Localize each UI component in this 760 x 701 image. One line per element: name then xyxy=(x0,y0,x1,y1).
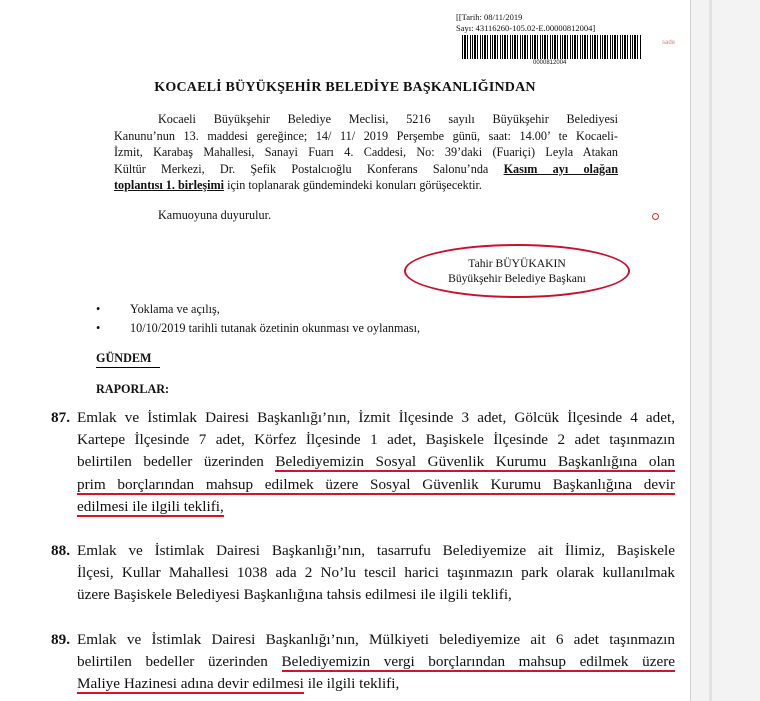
meeting-highlight: Kasım ayı olağan xyxy=(503,161,619,176)
item-text: ile ilgili teklifi, xyxy=(307,675,400,693)
barcode-number: 0000812004 xyxy=(533,60,567,66)
item-line xyxy=(77,673,675,695)
item-number: 89. xyxy=(51,631,70,648)
bullet-icon: • xyxy=(96,302,101,316)
list-item xyxy=(96,300,420,319)
list-item-text: 10/10/2019 tarihli tutanak özetinin okunması ve oylanması, xyxy=(130,321,421,335)
viewer-side-panel xyxy=(690,0,760,701)
agenda-item-88 xyxy=(51,540,675,607)
intro-line: Kanunu’nun 13. maddesi gereğince; 14/ 11/ 2019 Perşembe günü, saat: 14.00’ te Kocaeli- xyxy=(114,128,618,143)
item-text: belirtilen bedeller üzerinden xyxy=(77,453,264,471)
agenda-item-87 xyxy=(51,407,675,518)
item-number: 87. xyxy=(51,409,70,426)
item-line: İlçesi, Kullar Mahallesi 1038 ada 2 No’lu tescil harici taşınmazın park olarak kullanılmak xyxy=(77,564,675,582)
red-underline-annotation: edilmesi ile ilgili teklifi, xyxy=(77,497,224,515)
intro-line xyxy=(114,177,618,194)
list-item xyxy=(96,319,420,338)
red-underline-annotation: Maliye Hazinesi adına devir edilmesi xyxy=(77,675,304,693)
intro-line: Kocaeli Büyükşehir Belediye Meclisi, 5216 sayılı Büyükşehir Belediyesi xyxy=(158,112,618,126)
signer-role: Büyükşehir Belediye Başkanı xyxy=(448,272,586,285)
session-highlight: toplantısı 1. birleşimi xyxy=(114,178,225,193)
red-dot-mark xyxy=(652,213,659,220)
red-underline-annotation: Belediyemizin vergi borçlarından mahsup edilmek üzere xyxy=(281,653,675,671)
reports-heading: RAPORLAR: xyxy=(96,382,170,396)
agenda-list xyxy=(96,300,420,338)
intro-tail: için toplanarak gündemindeki konuları görüşecektir. xyxy=(227,178,482,193)
watermark-text: sade xyxy=(662,40,676,46)
item-line: Emlak ve İstimlak Dairesi Başkanlığı’nın, Mülkiyeti belediyemize ait 6 adet taşınmazın xyxy=(77,631,675,648)
signer-circle-annotation xyxy=(404,244,630,298)
item-line xyxy=(77,496,675,518)
item-line: Kartepe İlçesinde 7 adet, Körfez İlçesinde 1 adet, Başiskele İlçesinde 2 adet taşınmazın xyxy=(77,431,675,449)
intro-line: İzmit, Karabaş Mahallesi, Sanayi Fuarı 4. Caddesi, No: 39’daki (Fuariçi) Leyla Atakan xyxy=(114,145,618,160)
bullet-icon: • xyxy=(96,321,101,335)
signer-name: Tahir BÜYÜKAKIN xyxy=(468,257,566,270)
red-underline-annotation: prim borçlarından mahsup edilmek üzere Sosyal Güvenlik Kurumu Başkanlığına devir xyxy=(77,475,675,493)
scrollbar-track[interactable] xyxy=(709,0,712,701)
item-line xyxy=(77,651,675,673)
item-line: üzere Başiskele Belediyesi Başkanlığına tahsis edilmesi ile ilgili teklifi, xyxy=(77,586,512,604)
document-stamp xyxy=(456,12,595,34)
red-underline-annotation: Belediyemizin Sosyal Güvenlik Kurumu Başkanlığına olan xyxy=(275,453,675,471)
item-line xyxy=(77,451,675,473)
item-line: Emlak ve İstimlak Dairesi Başkanlığı’nın, İzmit İlçesinde 3 adet, Gölcük İlçesinde 4 adet, xyxy=(77,409,675,426)
item-line xyxy=(77,474,675,496)
agenda-heading: GÜNDEM xyxy=(96,351,152,365)
item-number: 88. xyxy=(51,542,70,559)
intro-line xyxy=(114,161,618,178)
list-item-text: Yoklama ve açılış, xyxy=(130,302,220,316)
public-notice: Kamuoyuna duyurulur. xyxy=(158,208,272,222)
divider xyxy=(96,367,160,368)
item-line: Emlak ve İstimlak Dairesi Başkanlığı’nın, tasarrufu Belediyemize ait İlimiz, Başiskele xyxy=(77,542,675,559)
document-title: KOCAELİ BÜYÜKŞEHİR BELEDİYE BAŞKANLIĞINDAN xyxy=(154,80,536,95)
intro-line-text: Kültür Merkezi, Dr. Şefik Postalcıoğlu Konferans Salonu’nda xyxy=(114,161,489,176)
intro-paragraph xyxy=(114,111,618,194)
stamp-date: [[Tarih: 08/11/2019 xyxy=(456,12,523,22)
barcode xyxy=(462,35,642,59)
stamp-number: Sayı: 43116260-105.02-E.00000812004] xyxy=(456,23,596,33)
item-text: belirtilen bedeller üzerinden xyxy=(77,653,268,671)
agenda-item-89 xyxy=(51,629,675,696)
